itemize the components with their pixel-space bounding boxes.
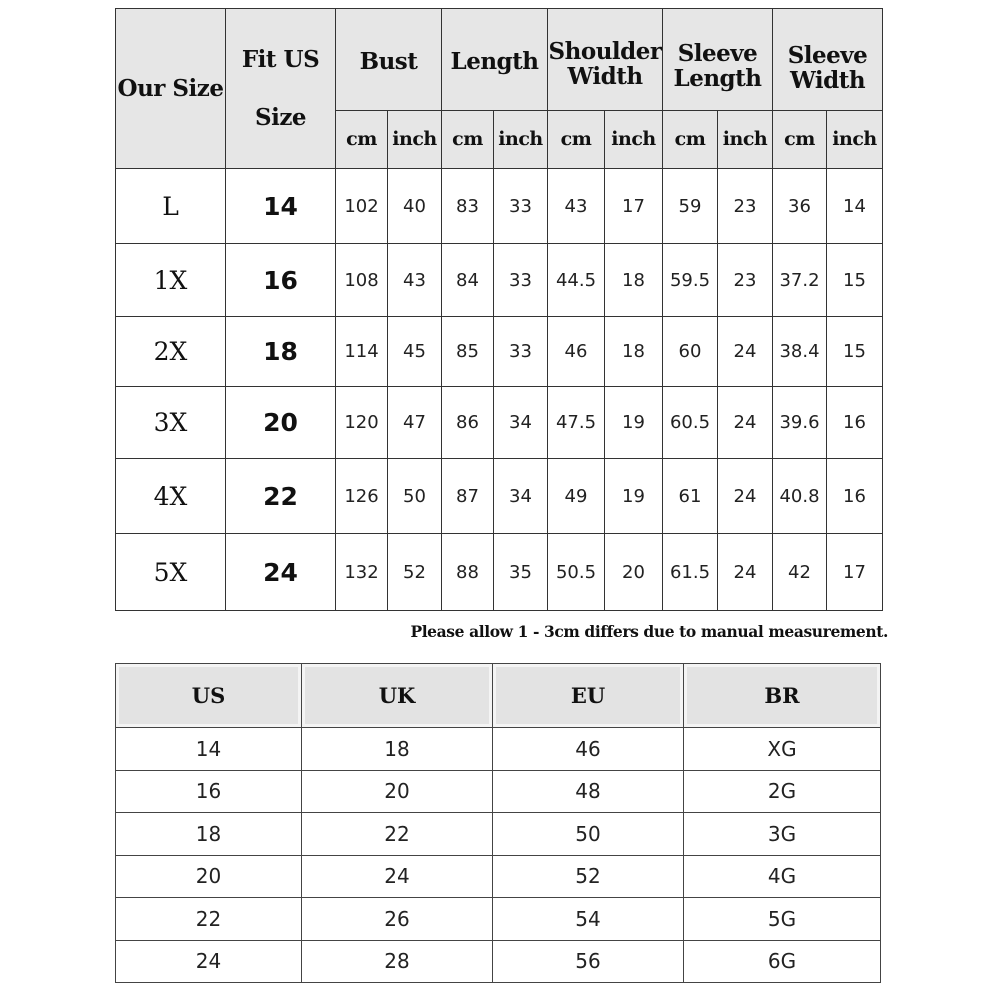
conversion-cell: XG (684, 728, 881, 771)
measurement-cell: 40 (388, 169, 442, 244)
measurement-cell: 102 (336, 169, 388, 244)
measurement-cell: 36 (773, 169, 827, 244)
conversion-cell: 14 (116, 728, 302, 771)
measurement-cell: 86 (442, 387, 494, 459)
conversion-cell: 5G (684, 898, 881, 941)
conversion-row (116, 855, 881, 898)
header-length (442, 9, 548, 111)
header-us: US (116, 664, 302, 728)
measurement-note: Please allow 1 - 3cm differs due to manual measurement. (410, 622, 888, 641)
our-size-cell: 5X (116, 534, 226, 611)
unit-inch: inch (605, 111, 663, 169)
measurement-cell: 60.5 (663, 387, 718, 459)
fit-us-size-cell: 22 (226, 459, 336, 534)
measurement-cell: 18 (605, 317, 663, 387)
measurement-cell: 126 (336, 459, 388, 534)
measurement-cell: 16 (827, 459, 883, 534)
measurement-cell: 24 (718, 534, 773, 611)
conversion-cell: 6G (684, 940, 881, 983)
conversion-cell: 46 (493, 728, 684, 771)
measurement-cell: 114 (336, 317, 388, 387)
measurement-cell: 19 (605, 387, 663, 459)
conversion-cell: 24 (302, 855, 493, 898)
our-size-cell: 3X (116, 387, 226, 459)
measurement-cell: 23 (718, 244, 773, 317)
measurement-cell: 83 (442, 169, 494, 244)
conversion-cell: 16 (116, 770, 302, 813)
measurement-cell: 42 (773, 534, 827, 611)
measurement-cell: 87 (442, 459, 494, 534)
header-bust (336, 9, 442, 111)
measurement-cell: 120 (336, 387, 388, 459)
unit-cm: cm (663, 111, 718, 169)
conversion-cell: 26 (302, 898, 493, 941)
measurement-cell: 60 (663, 317, 718, 387)
measurement-cell: 40.8 (773, 459, 827, 534)
unit-cm: cm (336, 111, 388, 169)
conversion-cell: 18 (302, 728, 493, 771)
header-eu: EU (493, 664, 684, 728)
size-row (116, 244, 883, 317)
conversion-cell: 52 (493, 855, 684, 898)
measurement-cell: 46 (548, 317, 605, 387)
measurement-cell: 17 (827, 534, 883, 611)
size-row (116, 317, 883, 387)
measurement-cell: 15 (827, 244, 883, 317)
unit-inch: inch (827, 111, 883, 169)
measurement-cell: 24 (718, 387, 773, 459)
size-row (116, 169, 883, 244)
measurement-cell: 33 (494, 317, 548, 387)
conversion-cell: 28 (302, 940, 493, 983)
header-label: Our Size (117, 75, 224, 102)
measurement-cell: 33 (494, 169, 548, 244)
measurement-cell: 108 (336, 244, 388, 317)
size-conversion-table (115, 663, 881, 983)
measurement-cell: 47 (388, 387, 442, 459)
conversion-row (116, 940, 881, 983)
header-fit-us-size (226, 9, 336, 169)
size-row (116, 534, 883, 611)
measurement-cell: 50.5 (548, 534, 605, 611)
fit-us-size-cell: 20 (226, 387, 336, 459)
header-uk: UK (302, 664, 493, 728)
measurement-cell: 38.4 (773, 317, 827, 387)
measurement-cell: 35 (494, 534, 548, 611)
header-sleeve-width (773, 9, 883, 111)
size-chart-table (115, 8, 883, 611)
conversion-cell: 20 (302, 770, 493, 813)
conversion-row (116, 898, 881, 941)
measurement-cell: 50 (388, 459, 442, 534)
measurement-cell: 33 (494, 244, 548, 317)
measurement-cell: 39.6 (773, 387, 827, 459)
size-row (116, 387, 883, 459)
header-label: Size (254, 103, 307, 131)
measurement-cell: 47.5 (548, 387, 605, 459)
our-size-cell: 2X (116, 317, 226, 387)
measurement-cell: 132 (336, 534, 388, 611)
header-our-size (116, 9, 226, 169)
header-br: BR (684, 664, 881, 728)
measurement-cell: 43 (548, 169, 605, 244)
measurement-cell: 59.5 (663, 244, 718, 317)
fit-us-size-cell: 18 (226, 317, 336, 387)
unit-inch: inch (494, 111, 548, 169)
conversion-cell: 18 (116, 813, 302, 856)
conversion-cell: 2G (684, 770, 881, 813)
header-label: Width (789, 67, 866, 94)
measurement-cell: 85 (442, 317, 494, 387)
fit-us-size-cell: 16 (226, 244, 336, 317)
measurement-cell: 14 (827, 169, 883, 244)
unit-inch: inch (718, 111, 773, 169)
measurement-cell: 19 (605, 459, 663, 534)
our-size-cell: 1X (116, 244, 226, 317)
measurement-cell: 20 (605, 534, 663, 611)
measurement-cell: 44.5 (548, 244, 605, 317)
measurement-cell: 45 (388, 317, 442, 387)
measurement-cell: 16 (827, 387, 883, 459)
measurement-cell: 84 (442, 244, 494, 317)
fit-us-size-cell: 24 (226, 534, 336, 611)
header-label: Bust (359, 48, 418, 75)
measurement-cell: 49 (548, 459, 605, 534)
header-shoulder-width (548, 9, 663, 111)
measurement-cell: 24 (718, 317, 773, 387)
conversion-cell: 20 (116, 855, 302, 898)
conversion-cell: 54 (493, 898, 684, 941)
conversion-cell: 24 (116, 940, 302, 983)
our-size-cell: 4X (116, 459, 226, 534)
header-label: Shoulder (548, 38, 662, 65)
header-label: Length (673, 65, 762, 92)
conversion-cell: 56 (493, 940, 684, 983)
header-label: Width (567, 63, 643, 90)
unit-inch: inch (388, 111, 442, 169)
our-size-cell: L (116, 169, 226, 244)
conversion-cell: 3G (684, 813, 881, 856)
measurement-cell: 37.2 (773, 244, 827, 317)
unit-cm: cm (548, 111, 605, 169)
measurement-cell: 17 (605, 169, 663, 244)
measurement-cell: 34 (494, 459, 548, 534)
measurement-cell: 15 (827, 317, 883, 387)
conversion-cell: 22 (302, 813, 493, 856)
measurement-cell: 43 (388, 244, 442, 317)
unit-cm: cm (442, 111, 494, 169)
header-label: Sleeve (787, 42, 868, 69)
conversion-cell: 50 (493, 813, 684, 856)
header-label: Sleeve (677, 40, 758, 67)
measurement-cell: 52 (388, 534, 442, 611)
measurement-cell: 24 (718, 459, 773, 534)
fit-us-size-cell: 14 (226, 169, 336, 244)
measurement-cell: 23 (718, 169, 773, 244)
measurement-cell: 18 (605, 244, 663, 317)
conversion-row (116, 813, 881, 856)
size-row (116, 459, 883, 534)
measurement-cell: 61.5 (663, 534, 718, 611)
conversion-cell: 48 (493, 770, 684, 813)
measurement-cell: 59 (663, 169, 718, 244)
conversion-row (116, 770, 881, 813)
measurement-cell: 34 (494, 387, 548, 459)
unit-cm: cm (773, 111, 827, 169)
measurement-cell: 88 (442, 534, 494, 611)
conversion-cell: 4G (684, 855, 881, 898)
header-label: Fit US (241, 45, 320, 73)
header-sleeve-length (663, 9, 773, 111)
measurement-cell: 61 (663, 459, 718, 534)
conversion-row (116, 728, 881, 771)
conversion-cell: 22 (116, 898, 302, 941)
header-label: Length (450, 48, 539, 75)
